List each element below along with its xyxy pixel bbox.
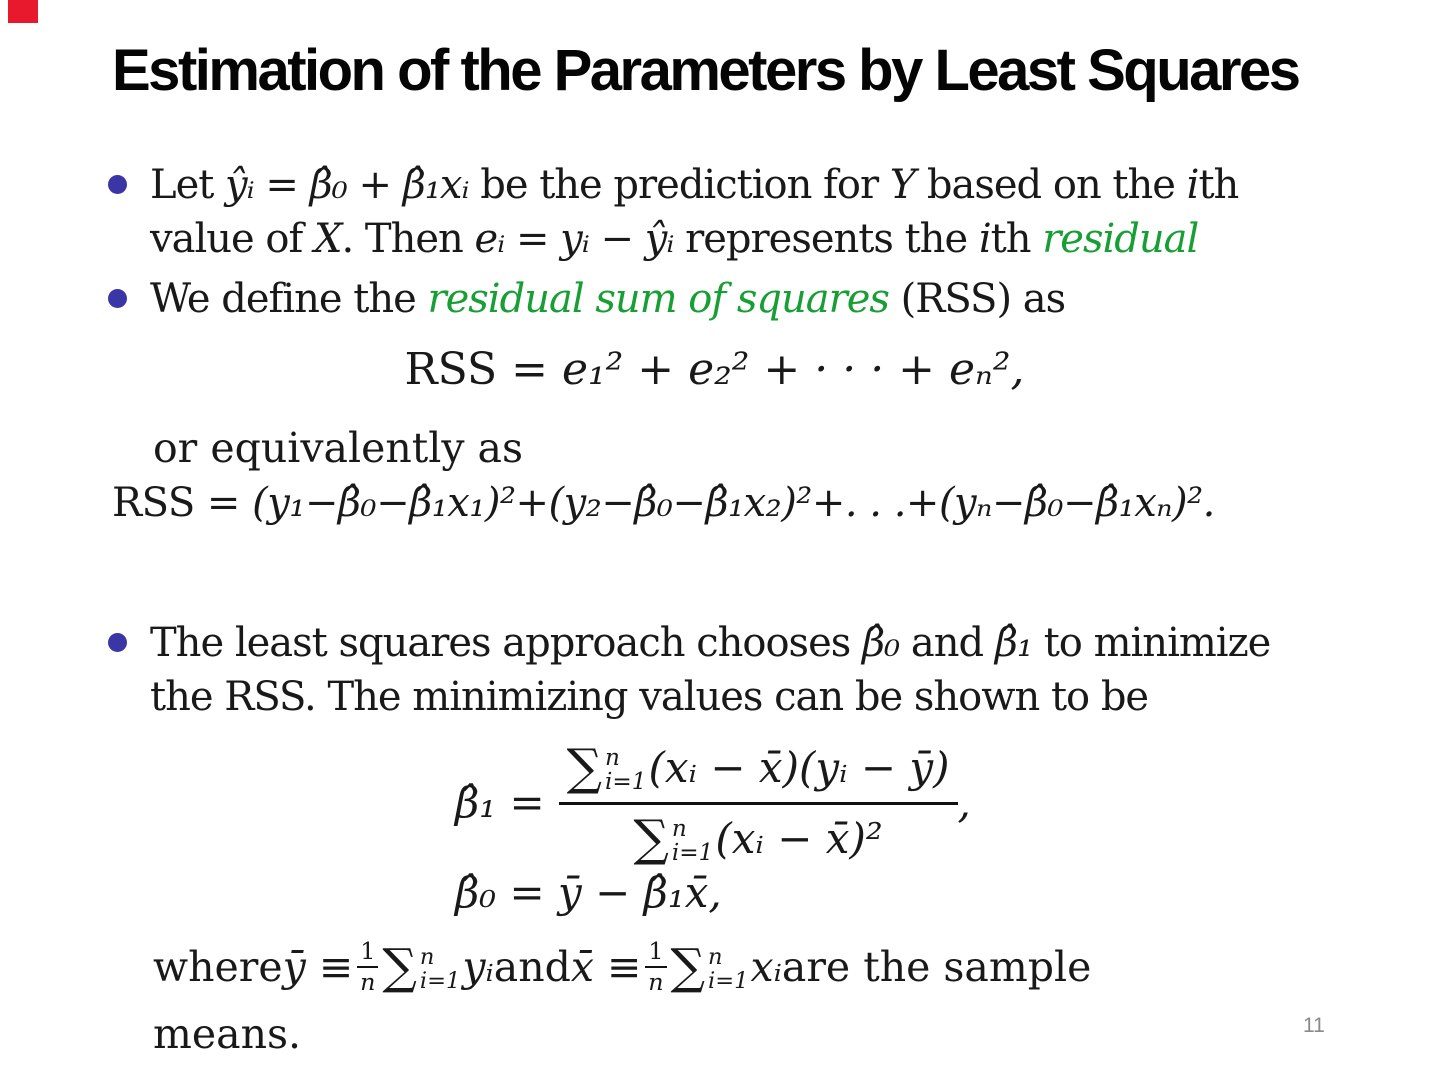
text-segment: the RSS. The minimizing values can be shown to be	[150, 674, 1149, 720]
equation-rhs: e₁² + e₂² + · · · + eₙ²,	[561, 344, 1025, 395]
bullet-item-2	[108, 272, 1065, 326]
text-segment: are the sample	[781, 943, 1092, 991]
math-segment: yᵢ	[462, 943, 494, 991]
summation	[634, 809, 714, 867]
summation	[567, 738, 647, 796]
slide-title: Estimation of the Parameters by Least Squares	[112, 38, 1299, 103]
small-fraction	[645, 938, 666, 997]
or-equivalently-text: or equivalently as	[153, 424, 524, 472]
text-segment: . Then	[341, 216, 475, 262]
sigma-symbol: ∑	[633, 809, 669, 867]
limit-upper: n	[708, 944, 723, 971]
sigma-symbol: ∑	[670, 939, 706, 995]
text-segment: th	[1198, 162, 1239, 208]
summation-limits	[605, 746, 646, 794]
math-segment: X	[314, 216, 342, 262]
summation-limits	[672, 817, 713, 865]
text-segment: and	[493, 943, 571, 991]
where-paragraph	[153, 930, 1091, 1058]
text-segment: We define the	[150, 276, 428, 322]
bullet-1-text	[150, 158, 1238, 266]
text-segment: to minimize	[1032, 620, 1271, 666]
bullet-dot	[108, 289, 127, 308]
fraction-numerator	[559, 738, 958, 805]
sigma-symbol: ∑	[382, 939, 417, 995]
text-line	[150, 158, 1238, 212]
equation-beta0: β̂₀ = ȳ − β̂₁x̄,	[455, 868, 722, 917]
small-fraction	[357, 938, 378, 997]
limit-lower: i=1	[671, 840, 714, 866]
limit-lower: i=1	[419, 968, 461, 994]
text-line	[150, 616, 1270, 670]
bullet-dot	[108, 175, 127, 194]
math-expression: (xᵢ − x̄)(yᵢ − ȳ)	[648, 742, 950, 792]
limit-upper: n	[419, 944, 435, 971]
limit-upper: n	[671, 815, 687, 842]
math-segment: β̂₁	[994, 620, 1032, 666]
math-segment: Y	[889, 162, 916, 208]
fraction	[559, 738, 958, 867]
math-segment: ȳ ≡	[282, 943, 354, 991]
fraction-denominator	[634, 805, 883, 867]
fraction-numerator: 1	[357, 938, 378, 968]
text-segment: The least squares approach chooses	[150, 620, 862, 666]
highlighted-term: residual	[1042, 216, 1199, 262]
math-segment: x̄ ≡	[570, 943, 642, 991]
text-segment: (RSS) as	[888, 276, 1066, 322]
bullet-item-1	[108, 158, 1238, 266]
math-segment: eᵢ = yᵢ − ŷᵢ	[474, 216, 674, 262]
text-segment: represents the	[673, 216, 979, 262]
text-segment: and	[899, 620, 995, 666]
text-line	[150, 272, 1065, 326]
text-segment: be the prediction for	[468, 162, 890, 208]
summation-limits	[420, 946, 460, 993]
math-segment: i	[1186, 162, 1199, 208]
text-line	[150, 670, 1270, 724]
bullet-item-3	[108, 616, 1270, 724]
text-line	[153, 930, 1091, 1004]
text-segment: value of	[150, 216, 314, 262]
equation-lhs: β̂₁ =	[455, 778, 545, 827]
fraction-numerator: 1	[645, 938, 666, 968]
equation-lhs: RSS =	[112, 480, 253, 526]
math-segment: ŷᵢ = β̂₀ + β̂₁xᵢ	[225, 162, 469, 208]
text-line	[150, 212, 1238, 266]
limit-lower: i=1	[708, 968, 749, 994]
math-segment: β̂₀	[862, 620, 900, 666]
highlighted-term: residual sum of squares	[427, 276, 889, 322]
summation	[382, 939, 460, 995]
summation-limits	[708, 946, 748, 993]
math-expression: (xᵢ − x̄)²	[715, 813, 883, 863]
sigma-symbol: ∑	[566, 738, 603, 796]
limit-lower: i=1	[605, 769, 647, 795]
fraction-denominator: n	[648, 968, 664, 996]
text-segment: th	[990, 216, 1043, 262]
math-segment: i	[978, 216, 991, 262]
bullet-3-text	[150, 616, 1270, 724]
math-segment: xᵢ	[750, 943, 782, 991]
trailing-comma: ,	[957, 778, 971, 827]
equation-rss-long	[112, 480, 1332, 526]
text-segment: based on the	[915, 162, 1187, 208]
equation-rhs: (y₁−β̂₀−β̂₁x₁)²+(y₂−β̂₀−β̂₁x₂)²+. . .+(yₙ−β̂₀−β̂₁xₙ)².	[252, 480, 1215, 526]
equation-rss-short	[112, 344, 1317, 395]
limit-upper: n	[605, 744, 620, 771]
equation-beta1	[455, 738, 971, 867]
equation-lhs: RSS =	[404, 344, 562, 395]
text-segment: Let	[150, 162, 226, 208]
page-number: 11	[1303, 1014, 1325, 1037]
corner-red-mark	[8, 0, 38, 23]
text-segment: where	[153, 943, 283, 991]
text-line: means.	[153, 1010, 302, 1058]
bullet-2-text	[150, 272, 1065, 326]
bullet-dot	[108, 633, 127, 652]
fraction-denominator: n	[360, 968, 376, 996]
summation	[671, 939, 749, 995]
